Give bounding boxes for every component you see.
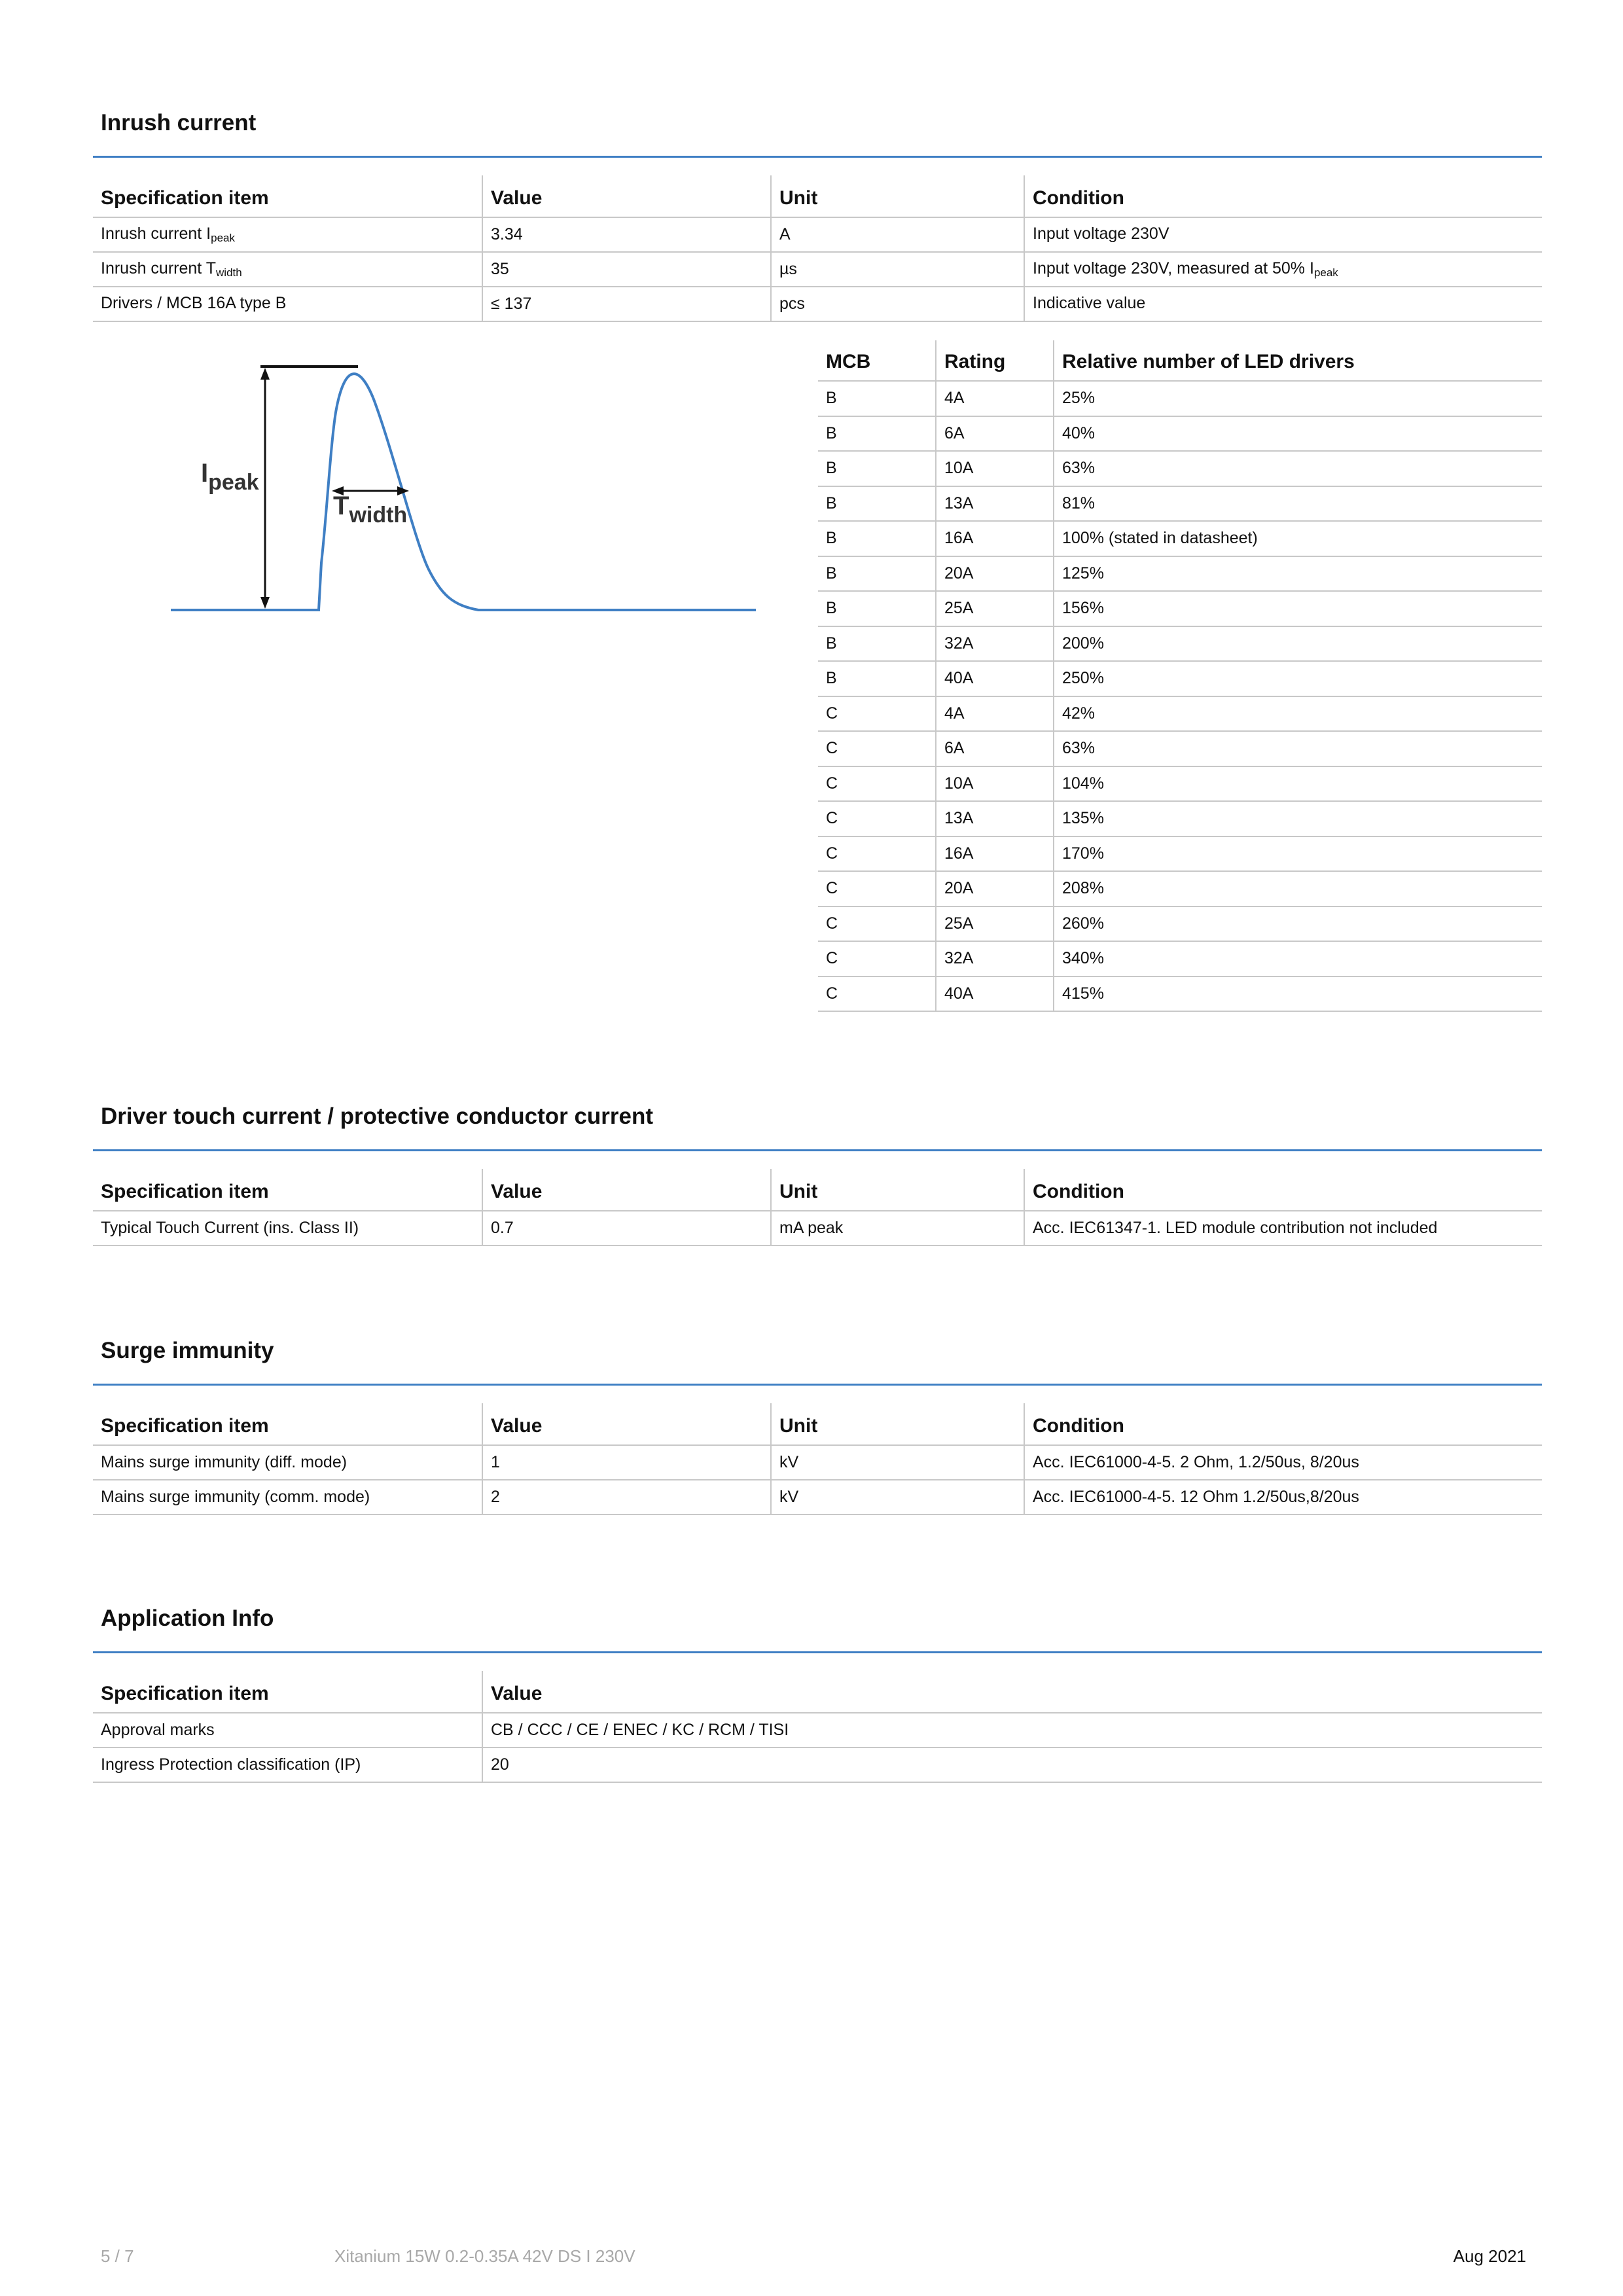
section-title: Inrush current <box>101 110 257 135</box>
header-relative-number: Relative number of LED drivers <box>1054 340 1542 381</box>
condition-cell: Indicative value <box>1024 287 1542 321</box>
section-divider <box>93 1384 1542 1386</box>
relative-number-cell: 340% <box>1054 941 1542 977</box>
mcb-type-cell: C <box>818 836 936 872</box>
rating-cell: 20A <box>936 556 1054 592</box>
table-row <box>818 626 1542 662</box>
mcb-type-cell: B <box>818 591 936 626</box>
unit-cell: mA peak <box>771 1211 1024 1246</box>
section-title: Application Info <box>101 1605 274 1631</box>
twidth-label: $T_{width}$ <box>333 492 408 528</box>
mcb-type-cell: B <box>818 521 936 556</box>
rating-cell: 25A <box>936 591 1054 626</box>
header-condition: Condition <box>1024 1169 1542 1211</box>
relative-number-cell: 42% <box>1054 696 1542 732</box>
rating-cell: 20A <box>936 871 1054 906</box>
rating-cell: 6A <box>936 731 1054 766</box>
rating-cell: 10A <box>936 766 1054 802</box>
unit-cell: pcs <box>771 287 1024 321</box>
table-row <box>818 871 1542 906</box>
mcb-type-cell: C <box>818 906 936 942</box>
section-title: Surge immunity <box>101 1338 274 1363</box>
rating-cell: 32A <box>936 941 1054 977</box>
section-divider <box>93 1149 1542 1151</box>
header-unit: Unit <box>771 1169 1024 1211</box>
mcb-type-cell: B <box>818 416 936 452</box>
mcb-type-cell: B <box>818 381 936 416</box>
table-row <box>818 591 1542 626</box>
rating-cell: 40A <box>936 977 1054 1012</box>
table-row <box>818 731 1542 766</box>
table-row <box>818 836 1542 872</box>
condition-cell: Input voltage 230V, measured at 50% $I_{peak}$ <box>1024 252 1542 287</box>
mcb-type-cell: B <box>818 661 936 696</box>
relative-number-cell: 81% <box>1054 486 1542 522</box>
touch-current-table <box>93 1169 1542 1246</box>
table-row <box>818 381 1542 416</box>
ipeak-arrow-head-bottom <box>260 597 270 609</box>
table-row <box>93 1445 1542 1480</box>
header-spec-item: Specification item <box>93 1671 482 1713</box>
relative-number-cell: 415% <box>1054 977 1542 1012</box>
rating-cell: 4A <box>936 696 1054 732</box>
rating-cell: 4A <box>936 381 1054 416</box>
rating-cell: 40A <box>936 661 1054 696</box>
table-row <box>93 287 1542 321</box>
value-cell: 2 <box>482 1480 771 1515</box>
relative-number-cell: 100% (stated in datasheet) <box>1054 521 1542 556</box>
spec-item-cell: Typical Touch Current (ins. Class II) <box>93 1211 482 1246</box>
mcb-type-cell: C <box>818 941 936 977</box>
mcb-type-cell: B <box>818 451 936 486</box>
spec-item-cell: Inrush current $I_{peak}$ <box>93 217 482 252</box>
table-row <box>818 696 1542 732</box>
table-row <box>93 1211 1542 1246</box>
relative-number-cell: 250% <box>1054 661 1542 696</box>
table-row <box>818 556 1542 592</box>
mcb-table-body <box>818 381 1542 1011</box>
table-row <box>818 521 1542 556</box>
rating-cell: 25A <box>936 906 1054 942</box>
rating-cell: 13A <box>936 486 1054 522</box>
relative-number-cell: 156% <box>1054 591 1542 626</box>
header-value: Value <box>482 1169 771 1211</box>
relative-number-cell: 208% <box>1054 871 1542 906</box>
table-header-row <box>818 340 1542 381</box>
inrush-waveform-diagram <box>167 353 762 628</box>
table-row <box>818 941 1542 977</box>
condition-cell: Acc. IEC61000-4-5. 12 Ohm 1.2/50us,8/20us <box>1024 1480 1542 1515</box>
relative-number-cell: 63% <box>1054 451 1542 486</box>
ipeak-arrow-head-top <box>260 368 270 380</box>
rating-cell: 13A <box>936 801 1054 836</box>
unit-cell: kV <box>771 1480 1024 1515</box>
header-value: Value <box>482 175 771 217</box>
footer-product-name: Xitanium 15W 0.2-0.35A 42V DS I 230V <box>334 2246 635 2266</box>
header-condition: Condition <box>1024 175 1542 217</box>
unit-cell: kV <box>771 1445 1024 1480</box>
unit-cell: µs <box>771 252 1024 287</box>
header-rating: Rating <box>936 340 1054 381</box>
header-mcb: MCB <box>818 340 936 381</box>
relative-number-cell: 63% <box>1054 731 1542 766</box>
section-divider <box>93 1651 1542 1653</box>
section-divider <box>93 156 1542 158</box>
spec-item-cell: Ingress Protection classification (IP) <box>93 1748 482 1782</box>
spec-item-cell: Drivers / MCB 16A type B <box>93 287 482 321</box>
relative-number-cell: 40% <box>1054 416 1542 452</box>
relative-number-cell: 25% <box>1054 381 1542 416</box>
mcb-type-cell: B <box>818 486 936 522</box>
table-row <box>818 801 1542 836</box>
mcb-type-cell: C <box>818 977 936 1012</box>
header-spec-item: Specification item <box>93 1169 482 1211</box>
spec-item-cell: Mains surge immunity (diff. mode) <box>93 1445 482 1480</box>
condition-cell: Acc. IEC61000-4-5. 2 Ohm, 1.2/50us, 8/20us <box>1024 1445 1542 1480</box>
table-row <box>818 766 1542 802</box>
mcb-type-cell: C <box>818 731 936 766</box>
section-title: Driver touch current / protective conductor current <box>101 1103 654 1129</box>
table-header-row <box>93 1403 1542 1445</box>
table-row <box>818 451 1542 486</box>
inrush-spec-table <box>93 175 1542 322</box>
spec-item-cell: Approval marks <box>93 1713 482 1748</box>
condition-cell: Input voltage 230V <box>1024 217 1542 252</box>
relative-number-cell: 135% <box>1054 801 1542 836</box>
relative-number-cell: 125% <box>1054 556 1542 592</box>
table-row <box>93 217 1542 252</box>
mcb-type-cell: C <box>818 871 936 906</box>
value-cell: 3.34 <box>482 217 771 252</box>
mcb-type-cell: C <box>818 766 936 802</box>
value-cell: 1 <box>482 1445 771 1480</box>
rating-cell: 16A <box>936 836 1054 872</box>
header-spec-item: Specification item <box>93 1403 482 1445</box>
table-row <box>93 1713 1542 1748</box>
header-spec-item: Specification item <box>93 175 482 217</box>
table-header-row <box>93 175 1542 217</box>
rating-cell: 16A <box>936 521 1054 556</box>
relative-number-cell: 260% <box>1054 906 1542 942</box>
header-unit: Unit <box>771 175 1024 217</box>
value-cell: CB / CCC / CE / ENEC / KC / RCM / TISI <box>482 1713 1542 1748</box>
value-cell: 35 <box>482 252 771 287</box>
spec-item-cell: Mains surge immunity (comm. mode) <box>93 1480 482 1515</box>
rating-cell: 32A <box>936 626 1054 662</box>
mcb-rating-table <box>818 340 1542 1012</box>
rating-cell: 10A <box>936 451 1054 486</box>
value-cell: 20 <box>482 1748 1542 1782</box>
rating-cell: 6A <box>936 416 1054 452</box>
table-row <box>93 1480 1542 1515</box>
application-info-table <box>93 1671 1542 1783</box>
mcb-type-cell: B <box>818 626 936 662</box>
header-condition: Condition <box>1024 1403 1542 1445</box>
unit-cell: A <box>771 217 1024 252</box>
header-value: Value <box>482 1671 1542 1713</box>
relative-number-cell: 104% <box>1054 766 1542 802</box>
footer-date: Aug 2021 <box>1453 2246 1526 2266</box>
value-cell: ≤ 137 <box>482 287 771 321</box>
relative-number-cell: 200% <box>1054 626 1542 662</box>
ipeak-label: $I_{peak}$ <box>201 459 259 495</box>
table-header-row <box>93 1169 1542 1211</box>
table-header-row <box>93 1671 1542 1713</box>
table-row <box>818 416 1542 452</box>
value-cell: 0.7 <box>482 1211 771 1246</box>
relative-number-cell: 170% <box>1054 836 1542 872</box>
table-row <box>93 252 1542 287</box>
footer-page-number: 5 / 7 <box>101 2246 134 2266</box>
mcb-type-cell: B <box>818 556 936 592</box>
condition-cell: Acc. IEC61347-1. LED module contribution not included <box>1024 1211 1542 1246</box>
spec-item-cell: Inrush current $T_{width}$ <box>93 252 482 287</box>
surge-immunity-table <box>93 1403 1542 1515</box>
header-unit: Unit <box>771 1403 1024 1445</box>
table-row <box>93 1748 1542 1782</box>
table-row <box>818 906 1542 942</box>
header-value: Value <box>482 1403 771 1445</box>
mcb-type-cell: C <box>818 696 936 732</box>
table-row <box>818 661 1542 696</box>
table-row <box>818 486 1542 522</box>
table-row <box>818 977 1542 1012</box>
mcb-type-cell: C <box>818 801 936 836</box>
